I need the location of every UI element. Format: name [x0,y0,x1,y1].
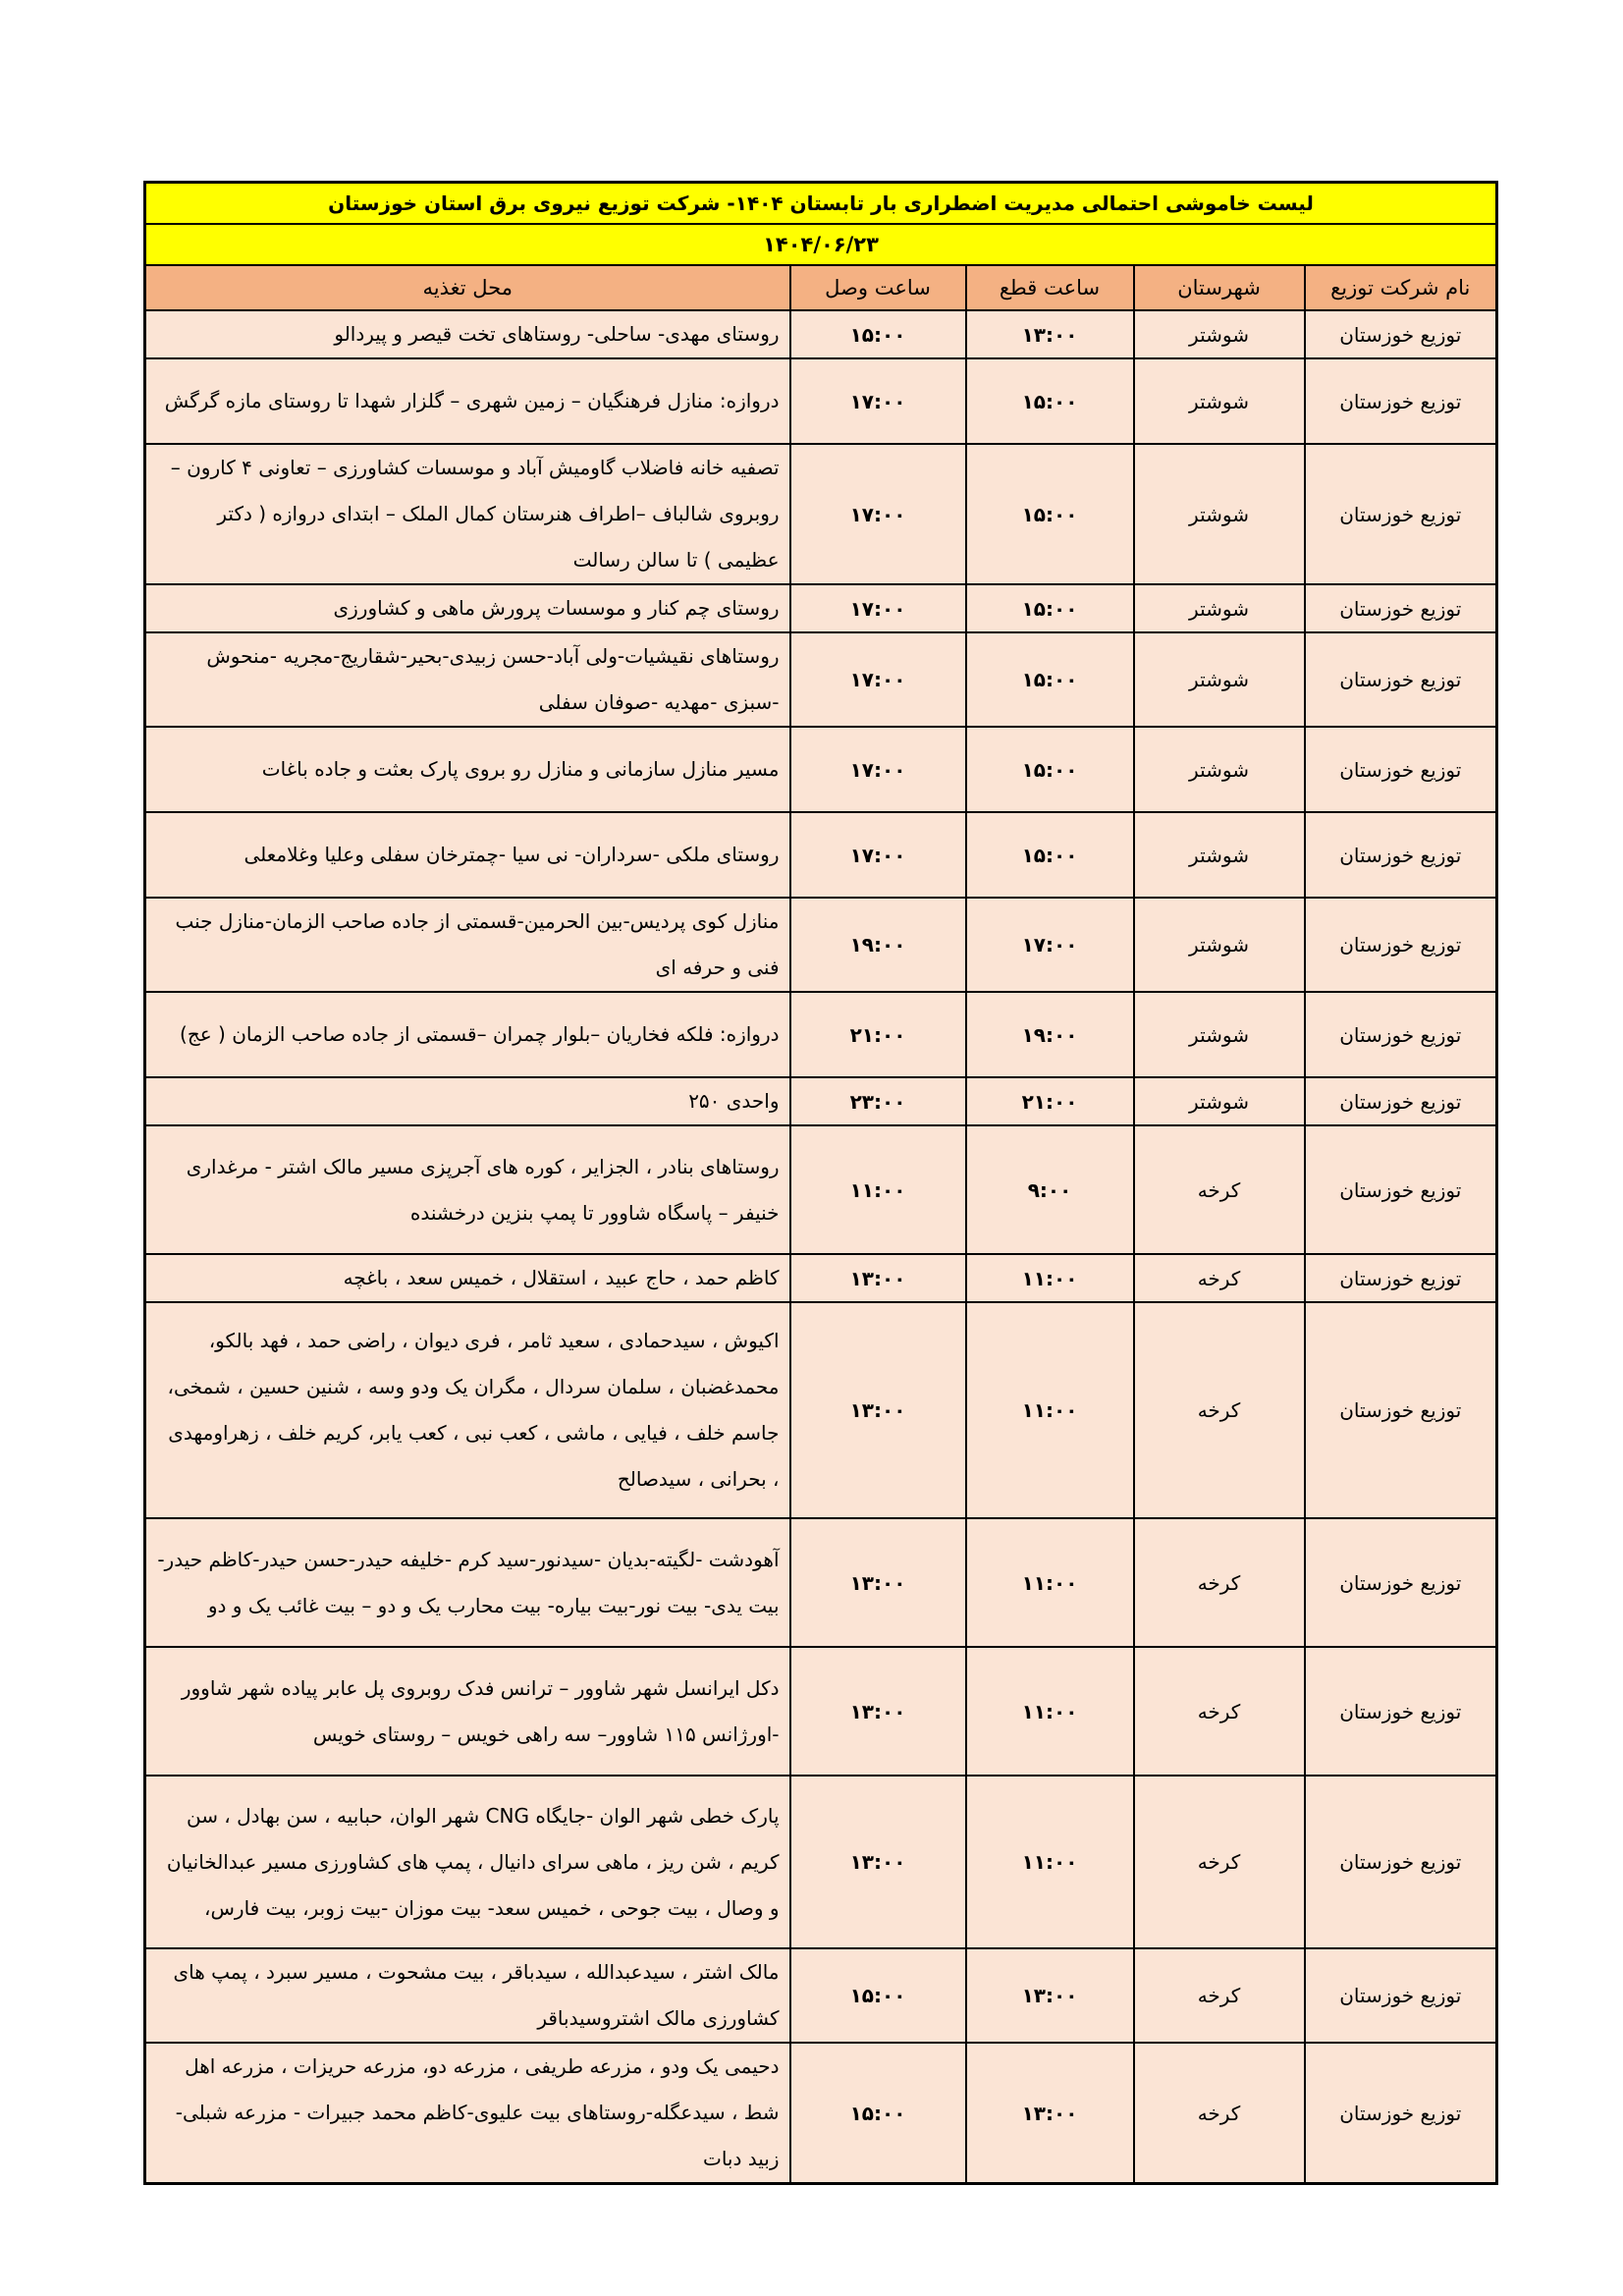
company-cell: توزیع خوزستان [1305,358,1497,444]
cut-time-cell: ۱۹:۰۰ [966,992,1134,1077]
date-row [145,224,1497,265]
reconnect-time-cell: ۱۳:۰۰ [790,1302,966,1518]
company-cell: توزیع خوزستان [1305,812,1497,898]
company-cell: توزیع خوزستان [1305,727,1497,812]
cut-time-cell: ۱۷:۰۰ [966,898,1134,992]
reconnect-time-cell: ۲۳:۰۰ [790,1077,966,1125]
company-cell: توزیع خوزستان [1305,584,1497,632]
header-company: نام شرکت توزیع [1305,265,1497,310]
table-row [145,2043,1497,2184]
table-row [145,1302,1497,1518]
table-row [145,310,1497,358]
header-city: شهرستان [1134,265,1305,310]
reconnect-time-cell: ۱۳:۰۰ [790,1518,966,1647]
title-row [145,183,1497,225]
area-cell: واحدی ۲۵۰ [145,1077,790,1125]
reconnect-time-cell: ۲۱:۰۰ [790,992,966,1077]
area-cell: اکیوش ، سیدحمادی ، سعید ثامر ، فری دیوان ، راضی حمد ، فهد بالکو، محمدغضبان ، سلمان سردال ، مگران یک ودو وسه ، شنین حسین ، شمخی، جاسم خلف ، فیایی ، ماشی ، کعب نبی ، کعب یابر، کریم خلف ، زهراومهدی ، بحرانی ، سیدصالح [145,1302,790,1518]
area-cell: دروازه: فلکه فخاریان –بلوار چمران –قسمتی از جاده صاحب الزمان ( عج) [145,992,790,1077]
cut-time-cell: ۱۵:۰۰ [966,444,1134,584]
cut-time-cell: ۹:۰۰ [966,1125,1134,1254]
table-row [145,992,1497,1077]
company-cell: توزیع خوزستان [1305,1125,1497,1254]
table-row [145,632,1497,727]
cut-time-cell: ۱۱:۰۰ [966,1518,1134,1647]
company-cell: توزیع خوزستان [1305,2043,1497,2184]
city-cell: شوشتر [1134,727,1305,812]
company-cell: توزیع خوزستان [1305,632,1497,727]
city-cell: کرخه [1134,1647,1305,1776]
area-cell: مسیر منازل سازمانی و منازل رو بروی پارک بعثت و جاده باغات [145,727,790,812]
company-cell: توزیع خوزستان [1305,1302,1497,1518]
city-cell: کرخه [1134,2043,1305,2184]
cut-time-cell: ۱۳:۰۰ [966,1948,1134,2043]
company-cell: توزیع خوزستان [1305,1948,1497,2043]
company-cell: توزیع خوزستان [1305,1647,1497,1776]
area-cell: روستای چم کنار و موسسات پرورش ماهی و کشاورزی [145,584,790,632]
table-row [145,358,1497,444]
table-row [145,1518,1497,1647]
cut-time-cell: ۱۱:۰۰ [966,1302,1134,1518]
cut-time-cell: ۱۵:۰۰ [966,584,1134,632]
city-cell: شوشتر [1134,584,1305,632]
cut-time-cell: ۱۱:۰۰ [966,1254,1134,1302]
cut-time-cell: ۱۱:۰۰ [966,1776,1134,1948]
area-cell: تصفیه خانه فاضلاب گاومیش آباد و موسسات کشاورزی – تعاونی ۴ کارون – روبروی شالباف –اطراف هنرستان کمال الملک – ابتدای دروازه ( دکتر عظیمی ) تا سالن رسالت [145,444,790,584]
area-cell: روستاهای بنادر ، الجزایر ، کوره های آجرپزی مسیر مالک اشتر - مرغداری خنیفر – پاسگاه شاوور تا پمپ بنزین درخشنده [145,1125,790,1254]
cut-time-cell: ۱۳:۰۰ [966,2043,1134,2184]
table-row [145,1647,1497,1776]
table-row [145,1125,1497,1254]
reconnect-time-cell: ۱۵:۰۰ [790,1948,966,2043]
cut-time-cell: ۱۳:۰۰ [966,310,1134,358]
city-cell: شوشتر [1134,632,1305,727]
city-cell: شوشتر [1134,898,1305,992]
table-row [145,1948,1497,2043]
table-title: لیست خاموشی احتمالی مدیریت اضطراری بار تابستان ۱۴۰۴- شرکت توزیع نیروی برق استان خوزستان [145,183,1497,225]
company-cell: توزیع خوزستان [1305,992,1497,1077]
area-cell: منازل کوی پردیس-بین الحرمین-قسمتی از جاده صاحب الزمان-منازل جنب فنی و حرفه ای [145,898,790,992]
city-cell: شوشتر [1134,358,1305,444]
table-row [145,727,1497,812]
area-cell: دروازه: منازل فرهنگیان – زمین شهری – گلزار شهدا تا روستای مازه گرگش [145,358,790,444]
reconnect-time-cell: ۱۵:۰۰ [790,2043,966,2184]
company-cell: توزیع خوزستان [1305,310,1497,358]
area-cell: روستاهای نقیشیات-ولی آباد-حسن زبیدی-بحیر-شقاریج-مجریه -منحوش -سبزی -مهدیه -صوفان سفلی [145,632,790,727]
cut-time-cell: ۲۱:۰۰ [966,1077,1134,1125]
header-cut-time: ساعت قطع [966,265,1134,310]
cut-time-cell: ۱۵:۰۰ [966,727,1134,812]
table-row [145,1077,1497,1125]
city-cell: کرخه [1134,1125,1305,1254]
table-row [145,812,1497,898]
company-cell: توزیع خوزستان [1305,1254,1497,1302]
area-cell: دحیمی یک ودو ، مزرعه طریفی ، مزرعه دو، مزرعه حریزات ، مزرعه اهل شط ، سیدعگله-روستاهای بیت علیوی-کاظم محمد جبیرات - مزرعه شبلی-زبید دبات [145,2043,790,2184]
city-cell: کرخه [1134,1518,1305,1647]
city-cell: کرخه [1134,1254,1305,1302]
company-cell: توزیع خوزستان [1305,1077,1497,1125]
company-cell: توزیع خوزستان [1305,444,1497,584]
reconnect-time-cell: ۱۹:۰۰ [790,898,966,992]
area-cell: روستای ملکی -سرداران- نی سیا -چمترخان سفلی وعلیا وغلامعلی [145,812,790,898]
city-cell: کرخه [1134,1948,1305,2043]
reconnect-time-cell: ۱۵:۰۰ [790,310,966,358]
reconnect-time-cell: ۱۳:۰۰ [790,1254,966,1302]
area-cell: پارک خطی شهر الوان -جایگاه CNG شهر الوان، حبابیه ، سن بهادل ، سن کریم ، شن ریز ، ماهی سرای دانیال ، پمپ های کشاورزی مسیر عبدالخانیان و وصال ، بیت جوحی ، خمیس سعد- بیت موزان -بیت زوبر، بیت فارس، [145,1776,790,1948]
company-cell: توزیع خوزستان [1305,1518,1497,1647]
company-cell: توزیع خوزستان [1305,1776,1497,1948]
company-cell: توزیع خوزستان [1305,898,1497,992]
blackout-schedule-table [143,181,1498,2185]
cut-time-cell: ۱۱:۰۰ [966,1647,1134,1776]
reconnect-time-cell: ۱۷:۰۰ [790,444,966,584]
area-cell: دکل ایرانسل شهر شاوور – ترانس فدک روبروی پل عابر پیاده شهر شاوور -اورژانس ۱۱۵ شاوور– سه راهی خویس – روستای خویس [145,1647,790,1776]
city-cell: شوشتر [1134,444,1305,584]
table-row [145,444,1497,584]
header-reconnect-time: ساعت وصل [790,265,966,310]
table-date: ۱۴۰۴/۰۶/۲۳ [145,224,1497,265]
city-cell: کرخه [1134,1302,1305,1518]
table-row [145,1254,1497,1302]
reconnect-time-cell: ۱۳:۰۰ [790,1647,966,1776]
cut-time-cell: ۱۵:۰۰ [966,358,1134,444]
reconnect-time-cell: ۱۷:۰۰ [790,727,966,812]
cut-time-cell: ۱۵:۰۰ [966,812,1134,898]
reconnect-time-cell: ۱۷:۰۰ [790,584,966,632]
header-area: محل تغذیه [145,265,790,310]
city-cell: شوشتر [1134,812,1305,898]
area-cell: کاظم حمد ، حاج عبید ، استقلال ، خمیس سعد ، باغچه [145,1254,790,1302]
table-row [145,584,1497,632]
city-cell: کرخه [1134,1776,1305,1948]
header-row [145,265,1497,310]
reconnect-time-cell: ۱۷:۰۰ [790,358,966,444]
cut-time-cell: ۱۵:۰۰ [966,632,1134,727]
reconnect-time-cell: ۱۷:۰۰ [790,632,966,727]
reconnect-time-cell: ۱۳:۰۰ [790,1776,966,1948]
city-cell: شوشتر [1134,1077,1305,1125]
reconnect-time-cell: ۱۷:۰۰ [790,812,966,898]
area-cell: مالک اشتر ، سیدعبدالله ، سیدباقر ، بیت مشحوت ، مسیر سبرد ، پمپ های کشاورزی مالک اشتروسیدباقر [145,1948,790,2043]
city-cell: شوشتر [1134,992,1305,1077]
table-row [145,1776,1497,1948]
area-cell: آهودشت -لگیته-بدیان -سیدنور-سید کرم -خلیفه حیدر-حسن حیدر-کاظم حیدر-بیت یدی- بیت نور-بیت بیاره- بیت محارب یک و دو – بیت غائب یک و دو [145,1518,790,1647]
area-cell: روستای مهدی- ساحلی- روستاهای تخت قیصر و پیردالو [145,310,790,358]
table-row [145,898,1497,992]
city-cell: شوشتر [1134,310,1305,358]
reconnect-time-cell: ۱۱:۰۰ [790,1125,966,1254]
